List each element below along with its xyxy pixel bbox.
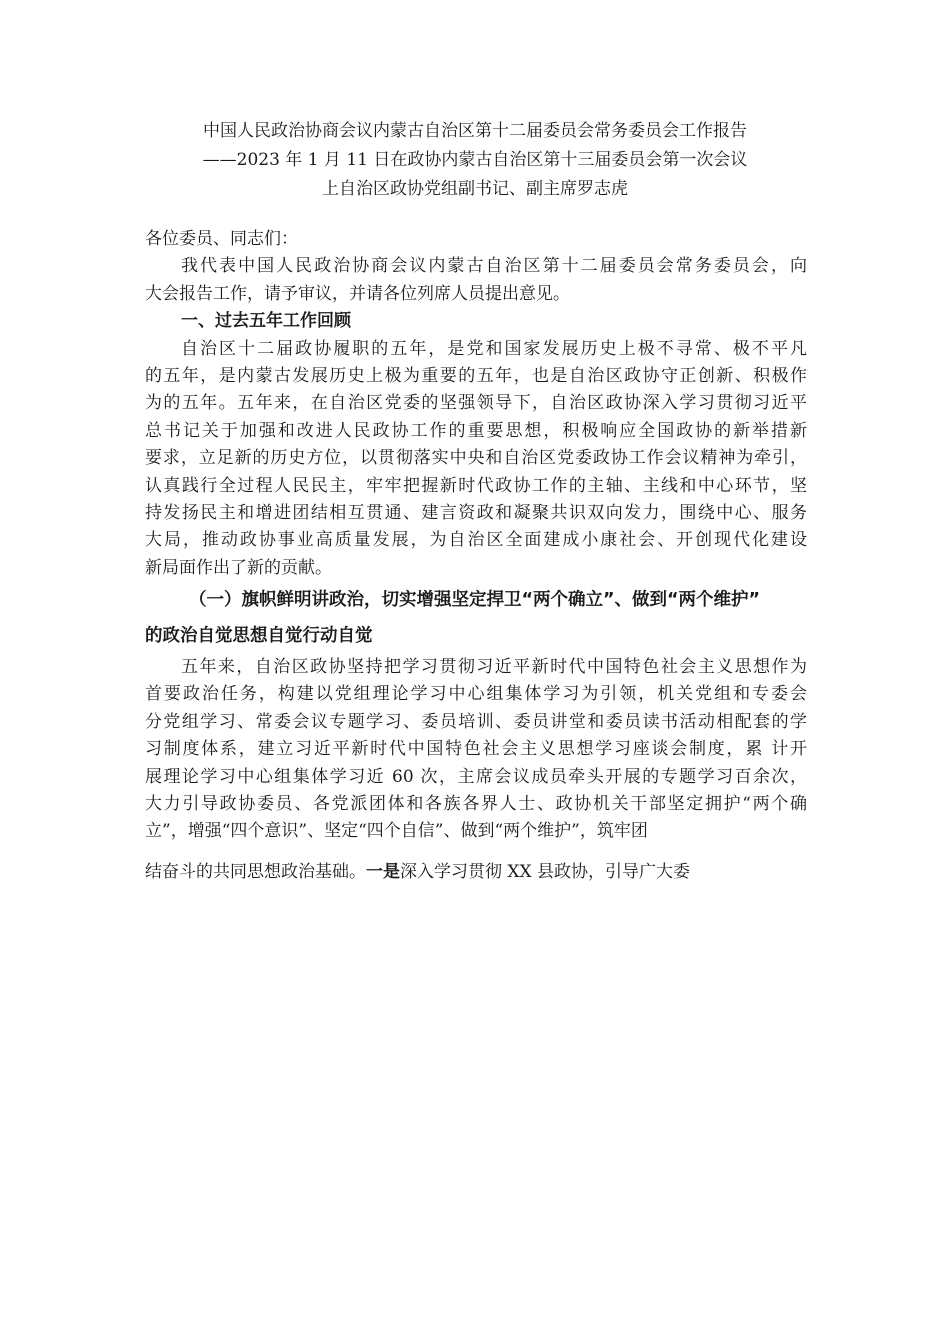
- report-title: [0, 117, 950, 204]
- paragraph-line: 总书记关于加强和改进人民政协工作的重要思想，积极响应全国政协的新举措新: [145, 420, 807, 441]
- paragraph-line: 的五年，是内蒙古发展历史上极为重要的五年，也是自治区政协守正创新、积极作: [145, 365, 807, 386]
- report-body: [145, 226, 807, 886]
- paragraph-last-line: [145, 859, 807, 886]
- title-line-1: 中国人民政治协商会议内蒙古自治区第十二届委员会常务委员会工作报告: [203, 121, 747, 141]
- subsection-heading-line-2: 的政治自觉思想自觉行动自觉: [145, 626, 373, 647]
- emphasis-text: 一是: [366, 861, 400, 882]
- paragraph-line: 要求，立足新的历史方位，以贯彻落实中央和自治区党委政协工作会议精神为牵引，: [145, 448, 807, 469]
- paragraph-line: 习制度体系，建立习近平新时代中国特色社会主义思想学习座谈会制度，累 计开: [145, 739, 807, 760]
- paragraph-line: 持发扬民主和增进团结相互贯通、建言资政和凝聚共识双向发力，围绕中心、服务: [145, 502, 807, 523]
- paragraph-line: 分党组学习、常委会议专题学习、委员培训、委员讲堂和委员读书活动相配套的学: [145, 711, 807, 732]
- paragraph-line: 自治区十二届政协履职的五年，是党和国家发展历史上极不寻常、极不平凡: [181, 338, 807, 359]
- paragraph-line: 为的五年。五年来，在自治区党委的坚强领导下，自治区政协深入学习贯彻习近平: [145, 393, 807, 414]
- intro-line-1: 我代表中国人民政治协商会议内蒙古自治区第十二届委员会常务委员会，向: [181, 256, 807, 277]
- intro-line-2: 大会报告工作，请予审议，并请各位列席人员提出意见。: [145, 283, 570, 304]
- title-line-3: 上自治区政协党组副书记、副主席罗志虎: [322, 179, 628, 199]
- section-heading: 一、过去五年工作回顾: [181, 311, 351, 332]
- subsection-heading-line-1: （一）旗帜鲜明讲政治，切实增强坚定捍卫“两个确立”、做到“两个维护”: [189, 590, 761, 611]
- salutation: 各位委员、同志们：: [145, 229, 298, 249]
- paragraph-line: 立”，增强“四个意识”、坚定“四个自信”、做到“两个维护”，筑牢团: [145, 821, 648, 842]
- paragraph-line: 大局，推动政协事业高质量发展，为自治区全面建成小康社会、开创现代化建设: [145, 530, 807, 551]
- paragraph-line: 展理论学习中心组集体学习近 60 次，主席会议成员牵头开展的专题学习百余次，: [145, 766, 807, 787]
- title-line-2: ——2023 年 1 月 11 日在政协内蒙古自治区第十三届委员会第一次会议: [202, 150, 748, 170]
- text-run: 结奋斗的共同思想政治基础。: [145, 861, 366, 882]
- paragraph-line: 大力引导政协委员、各党派团体和各族各界人士、政协机关干部坚定拥护“两个确: [145, 794, 807, 815]
- paragraph-line: 新局面作出了新的贡献。: [145, 557, 332, 578]
- paragraph-line: 认真践行全过程人民民主，牢牢把握新时代政协工作的主轴、主线和中心环节，坚: [145, 475, 807, 496]
- text-run: 深入学习贯彻 XX 县政协，引导广大委: [400, 861, 691, 882]
- paragraph-line: 首要政治任务，构建以党组理论学习中心组集体学习为引领，机关党组和专委会: [145, 684, 807, 705]
- paragraph-line: 五年来，自治区政协坚持把学习贯彻习近平新时代中国特色社会主义思想作为: [181, 657, 807, 678]
